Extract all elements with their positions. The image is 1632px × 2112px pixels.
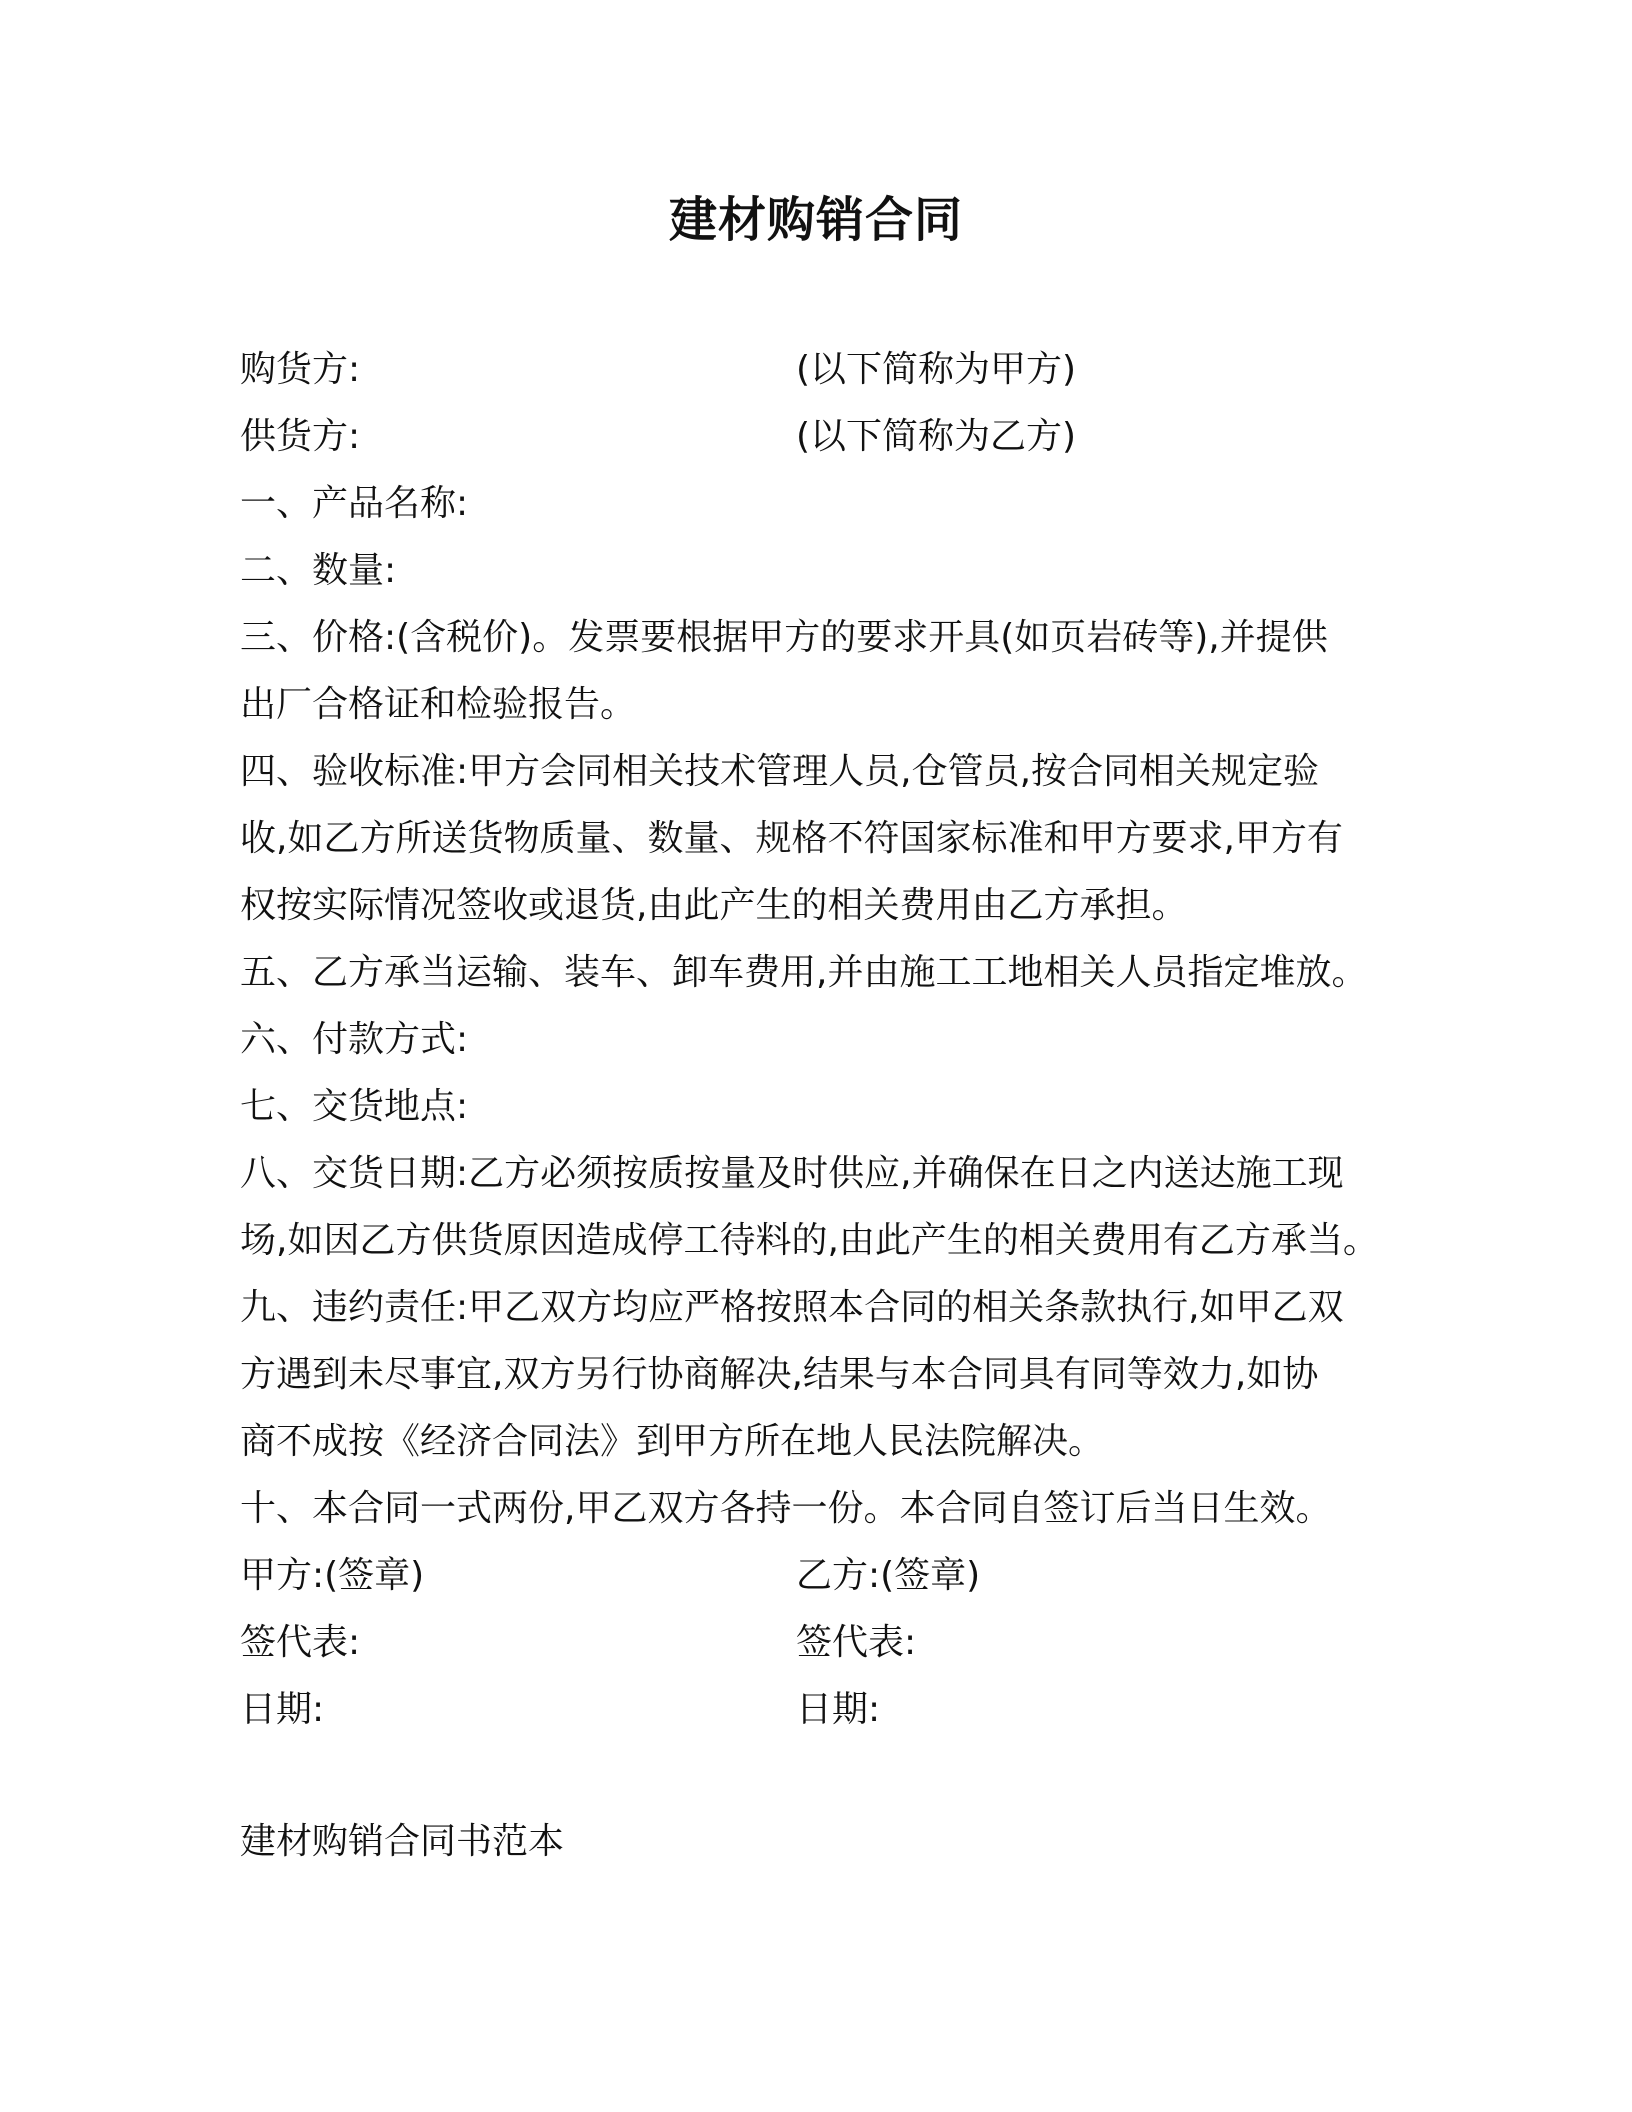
clause-3-price bbox=[240, 604, 1420, 738]
party-label: 供货方: bbox=[240, 416, 361, 457]
clause-line: 四、验收标准:甲方会同相关技术管理人员,仓管员,按合同相关规定验 bbox=[240, 751, 1320, 792]
clause-line: 出厂合格证和检验报告。 bbox=[240, 684, 637, 725]
signature-party-b: 日期: bbox=[796, 1689, 881, 1730]
clause-6-payment: 六、付款方式: bbox=[240, 1019, 469, 1060]
party-row-supplier bbox=[240, 403, 1420, 470]
clause-5-transport: 五、乙方承当运输、装车、卸车费用,并由施工工地相关人员指定堆放。 bbox=[240, 952, 1368, 993]
clause-2-quantity: 二、数量: bbox=[240, 550, 397, 591]
clause-4-acceptance bbox=[240, 738, 1420, 939]
clause-9-liability bbox=[240, 1274, 1420, 1475]
signature-row-seal bbox=[240, 1542, 1420, 1609]
clause-line: 收,如乙方所送货物质量、数量、规格不符国家标准和甲方要求,甲方有 bbox=[240, 818, 1343, 859]
signature-row-representative bbox=[240, 1609, 1420, 1676]
contract-title: 建材购销合同 bbox=[668, 192, 963, 248]
clause-line: 商不成按《经济合同法》到甲方所在地人民法院解决。 bbox=[240, 1421, 1105, 1462]
clause-10-copies: 十、本合同一式两份,甲乙双方各持一份。本合同自签订后当日生效。 bbox=[240, 1488, 1332, 1529]
clause-8-delivery-date bbox=[240, 1140, 1420, 1274]
party-note: (以下简称为甲方) bbox=[796, 349, 1077, 390]
signature-party-a: 签代表: bbox=[240, 1622, 361, 1663]
signature-row-date bbox=[240, 1676, 1420, 1743]
party-row-buyer bbox=[240, 336, 1420, 403]
party-note: (以下简称为乙方) bbox=[796, 416, 1077, 457]
signature-party-a: 日期: bbox=[240, 1689, 325, 1730]
clause-7-delivery-place: 七、交货地点: bbox=[240, 1086, 469, 1127]
signature-party-a: 甲方:(签章) bbox=[240, 1555, 425, 1596]
clause-1-product-name: 一、产品名称: bbox=[240, 483, 469, 524]
clause-line: 三、价格:(含税价)。发票要根据甲方的要求开具(如页岩砖等),并提供 bbox=[240, 617, 1328, 658]
party-label: 购货方: bbox=[240, 349, 361, 390]
contract-body bbox=[240, 336, 1420, 1743]
footer-title: 建材购销合同书范本 bbox=[240, 1821, 565, 1862]
signature-party-b: 乙方:(签章) bbox=[796, 1555, 981, 1596]
signature-party-b: 签代表: bbox=[796, 1622, 917, 1663]
clause-line: 场,如因乙方供货原因造成停工待料的,由此产生的相关费用有乙方承当。 bbox=[240, 1220, 1379, 1261]
clause-line: 八、交货日期:乙方必须按质按量及时供应,并确保在日之内送达施工现 bbox=[240, 1153, 1344, 1194]
clause-line: 九、违约责任:甲乙双方均应严格按照本合同的相关条款执行,如甲乙双 bbox=[240, 1287, 1344, 1328]
clause-line: 方遇到未尽事宜,双方另行协商解决,结果与本合同具有同等效力,如协 bbox=[240, 1354, 1319, 1395]
clause-line: 权按实际情况签收或退货,由此产生的相关费用由乙方承担。 bbox=[240, 885, 1188, 926]
